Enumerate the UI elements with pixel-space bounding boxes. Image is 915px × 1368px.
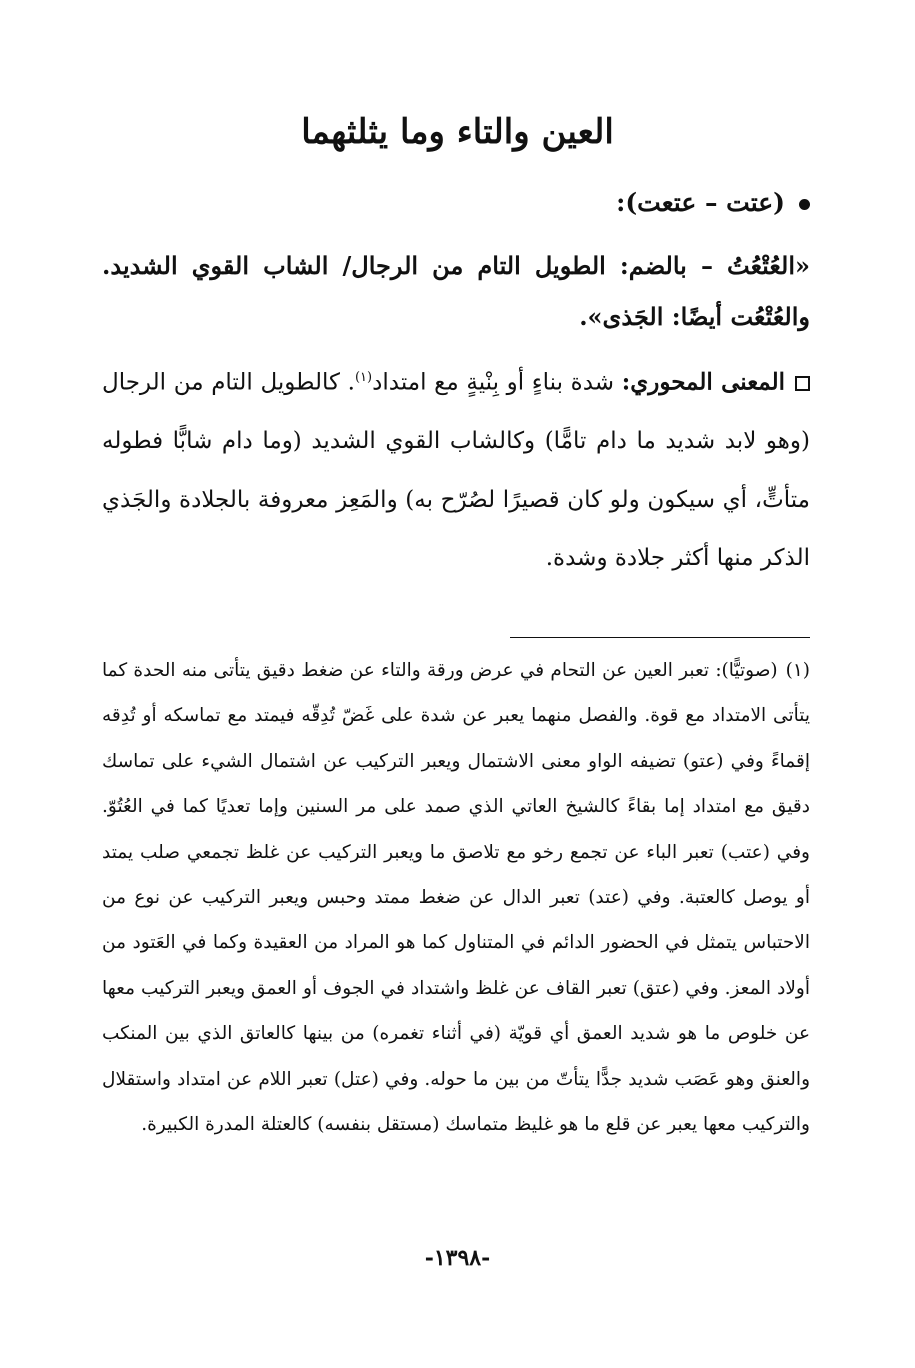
footnote-marker: (١) bbox=[785, 660, 810, 681]
central-meaning-label: المعنى المحوري: bbox=[621, 368, 786, 396]
footnote-divider bbox=[510, 637, 810, 638]
page-number: -١٣٩٨- bbox=[424, 1245, 491, 1271]
square-icon bbox=[795, 376, 810, 391]
bullet-icon bbox=[799, 199, 810, 210]
entry-heading bbox=[110, 180, 810, 226]
page-title: العين والتاء وما يثلثهما bbox=[301, 112, 614, 152]
footnote-reference[interactable]: (١) bbox=[354, 370, 373, 385]
footnote-text: (صوتيًّا): تعبر العين عن التحام في عرض ورقة والتاء عن ضغط دقيق يتأتى منه الحدة كما يتأتى الامتداد مع قوة. والفصل منهما يعبر عن شدة على غَضّ تُدِقّه فيمتد مع تماسكه أو تُدِقه إقماءً وفي (عتو) تضيفه الواو معنى الاشتمال ويعبر التركيب عن اشتمال الشيء على تماسك دقيق مع امتداد إما بقاءً كالشيخ العاتي الذي صمد على مر السنين وإما تعديًا كما في العُتُوّ. وفي (عتب) تعبر الباء عن تجمع رخو مع تلاصق ما ويعبر التركيب عن غلظ تجمعي صلب يمتد أو يوصل كالعتبة. وفي (عتد) تعبر الدال عن ضغط ممتد وحبس ويعبر التركيب عن نوع من الاحتباس يتمثل في الحضور الدائم في المتناول كما هو المراد من العقيدة وكما في العَتود من أولاد المعز. وفي (عتق) تعبر القاف عن غلظ واشتداد في الجوف أو العمق ويعبر التركيب معها عن خلوص ما هو شديد العمق أي قويّة (في أثناء تغمره) من بينها كالعاتق الذي بين المنكب والعنق وهو عَصَب شديد جدًّا يتأتّ من بين ما حوله. وفي (عتل) تعبر اللام عن امتداد واستقلال والتركيب معها يعبر عن قلع ما هو غليظ متماسك (مستقل بنفسه) كالعتلة المدرة الكبيرة. bbox=[102, 660, 810, 1136]
central-meaning-paragraph bbox=[102, 349, 810, 588]
footnote bbox=[102, 648, 810, 1147]
central-meaning-text-1: شدة بناءٍ أو بِنْيةٍ مع امتداد bbox=[372, 369, 615, 396]
entry-heading-text: (عتت – عتعت): bbox=[616, 188, 785, 217]
central-meaning-text-2: . كالطويل التام من الرجال (وهو لابد شديد ما دام تامًّا) وكالشاب القوي الشديد (وما دام شابًّا فطوله متأتٍّ، أي سيكون ولو كان قصيرًا لصُرّح به) والمَعِز معروفة بالجلادة والجَذي الذكر منها أكثر جلادة وشدة. bbox=[102, 369, 810, 572]
entry-definition: «العُتْعُتُ – بالضم: الطويل التام من الرجال/ الشاب القوي الشديد. والعُتْعُت أيضًا: الجَذى». bbox=[102, 251, 810, 331]
